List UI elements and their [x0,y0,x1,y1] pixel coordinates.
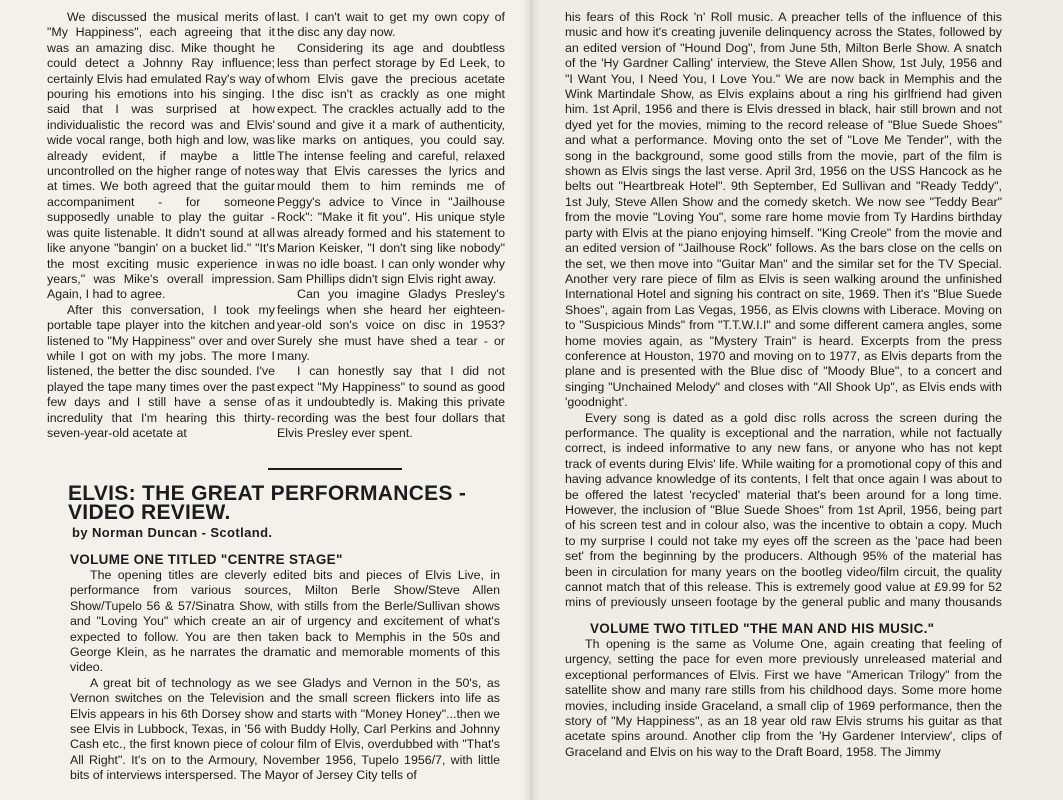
paragraph: After this conversation, I took my portable tape player into the kitchen and listened to "My Happiness" over and over while I got on with my jobs. The more I listened, the better the disc sounded. I've played the tape many times over the past few days and I still have a sense of incredulity that I'm hearing this thirty-seven-year-old acetate at [47,302,275,440]
section-divider-rule [268,468,402,470]
volume-two-body [565,637,1002,800]
left-page-column-1 [47,10,275,462]
review-byline: by Norman Duncan - Scotland. [72,525,273,540]
volume-two-heading: VOLUME TWO TITLED "THE MAN AND HIS MUSIC." [590,621,935,636]
paragraph: Considering its age and doubtless less than perfect storage by Ed Leek, to whom Elvis gave the precious acetate the disc isn't as crackly as one might expect. The crackles actually add to the sound and give it a mark of authenticity, like marks on antiques, you could say. The intense feeling and careful, relaxed way that Elvis caresses the lyrics and mould them to him reminds me of Peggy's advice to Vince in "Jailhouse Rock": "Make it fit you". His unique style was already formed and his statement to Marion Keisker, "I don't sing like nobody" was no idle boast. I can only wonder why Sam Phillips didn't sign Elvis right away. [277,40,505,286]
left-page [0,0,531,800]
paragraph: last. I can't wait to get my own copy of the disc any day now. [277,10,505,40]
paragraph: Th opening is the same as Volume One, again creating that feeling of urgency, setting the pace for even more previously unreleased material and exceptional performances of Elvis. First we have "American Trilogy" from the satellite show and many rare stills from his childhood days. Some more home movies, including inside Graceland, a small clip of 1969 performance, then the story of "My Happiness", as an 18 year old raw Elvis strums his guitar as that acetate spins around. Another clip from the 'Hy Gardener Interview', clips of Graceland and Elvis on his way to the Draft Board, 1958. The Jimmy [565,637,1002,759]
paragraph: A great bit of technology as we see Gladys and Vernon in the 50's, as Vernon switches on the Television and the small screen flickers into life as Elvis appears in his 6th Dorsey show and starts with "Money Honey"...then we see Elvis in Lubbock, Texas, in '56 with Buddy Holly, Carl Perkins and Johnny Cash etc., the first known piece of colour film of Elvis, overdubbed with "That's All Right". It's on to the Armoury, November 1956, Tupelo 1956/7, with little bits of interviews interspersed. The Mayor of Jersey City tells of [70,675,500,783]
paragraph: Can you imagine Gladys Presley's feelings when she heard her eighteen-year-old son's voice on disc in 1953? Surely she must have shed a tear - or many. [277,287,505,363]
paragraph: The opening titles are cleverly edited bits and pieces of Elvis Live, in performance from various sources, Milton Berle Show/Steve Allen Show/Tupelo 56 & 57/Sinatra Show, with stills from the Berle/Sullivan shows and "Loving You" which create an air of urgency and excitement of what's expected to follow. You are then taken back to Memphis in the 50s and George Klein, as he narrates the dramatic and memorable moments of this video. [70,568,500,675]
page-gutter [522,0,540,800]
volume-one-body [70,568,500,800]
paragraph: his fears of this Rock 'n' Roll music. A preacher tells of the influence of this music and how it's creating juvenile delinquency across the States, followed by an edited version of "Hound Dog", from June 5th, Milton Berle Show. A snatch of the 'Hy Gardner Calling' interview, the Steve Allen Show, 1st July, 1956 and "I Want You, I Need You, I Love You." We are now back in Memphis and the Wink Martindale Show, as Elvis explains about a ring his girlfriend had given him. 1st April, 1956 and there is Elvis dressed in black, hair still brown and not dyed yet for the movies, miming to the record release of "Blue Suede Shoes" and what a performance. Moving onto the set of "Love Me Tender", with the song in the background, some good stills from the movie, part of the film is shown as Elvis sings the last verse. April 3rd, 1956 on the USS Hancock as he belts out "Heartbreak Hotel". 9th September, Ed Sullivan and "Ready Teddy", 1st July, Steve Allen Show and the comedy sketch. We now see "Teddy Bear" from the movie "Loving You", some rare home movie from Ty Hardins birthday party with Elvis at the piano enjoying himself. "King Creole" from the movie and an edited version of "Jailhouse Rock" follows. As the bars close on the cells on the set, we then move into "Guitar Man" and the similar set for the TV Special. Another very rare piece of film as Elvis is seen walking around the unfinished International Hotel and signing his contract on site, 1969. Then it's "Blue Suede Shoes", again from Las Vegas, 1956, as Elvis clowns with Liberace. Moving on to "Suspicious Minds" from "T.T.W.I.I" and some different camera angles, some home movies again, as "Mystery Train" is heard. Excerpts from the press conference at Houston, 1970 and moving on to 1977, as Elvis departs from the plane and is presented with the Blue disc of "Moody Blue", to a concert and singing "Unchained Melody" and closes with "All Shook Up", as Elvis ends with 'goodnight'. [565,10,1002,410]
volume-one-heading: VOLUME ONE TITLED "CENTRE STAGE" [70,552,343,567]
paragraph: Every song is dated as a gold disc rolls across the screen during the performance. The quality is exceptional and the narration, while not factually correct, is indeed informative to any new fans, or anyone who has not kept track of events during Elvis' life. While waiting for a promotional copy of this and having advance knowledge of its contents, I felt that once again I was about to be offered the latest 'recycled' material that's been around for a long time. However, the inclusion of "Blue Suede Shoes" from 1st April, 1956, being part of his screen test and in colour also, was the incentive to obtain a copy. Much to my surprise I could not take my eyes off the screen as the 'pace had been set' from the beginning by the producers. Although 95% of the material has been in circulation for many years on the bootleg video/film circuit, the quality cannot match that of this release. This is extremely good value at £9.99 for 52 mins of previously unseen footage by the general public and many thousands [565,410,1002,610]
paragraph: We discussed the musical merits of "My Happiness", each agreeing that it was an amazing disc. Mike thought he could detect a Johnny Ray influence; certainly Elvis had emulated Ray's way of pouring his emotions into his singing. I said that I was surprised at how individualistic the record was and Elvis' wide vocal range, both high and low, was already evident, if maybe a little uncontrolled on the higher range of notes at times. We both agreed that the guitar accompaniment - for someone supposedly unable to play the guitar - was quite listenable. It didn't sound at all like anyone "bangin' on a bucket lid." "It's the most exciting music experience in years," was Mike's overall impression. Again, I had to agree. [47,10,275,302]
left-page-column-2 [277,10,505,462]
review-title: ELVIS: THE GREAT PERFORMANCES - VIDEO REVIEW. [68,482,467,524]
right-page-body [565,10,1002,612]
paragraph: I can honestly say that I did not expect "My Happiness" to sound as good as it undoubtedly is. Making this private recording was the best four dollars that Elvis Presley ever spent. [277,364,505,440]
